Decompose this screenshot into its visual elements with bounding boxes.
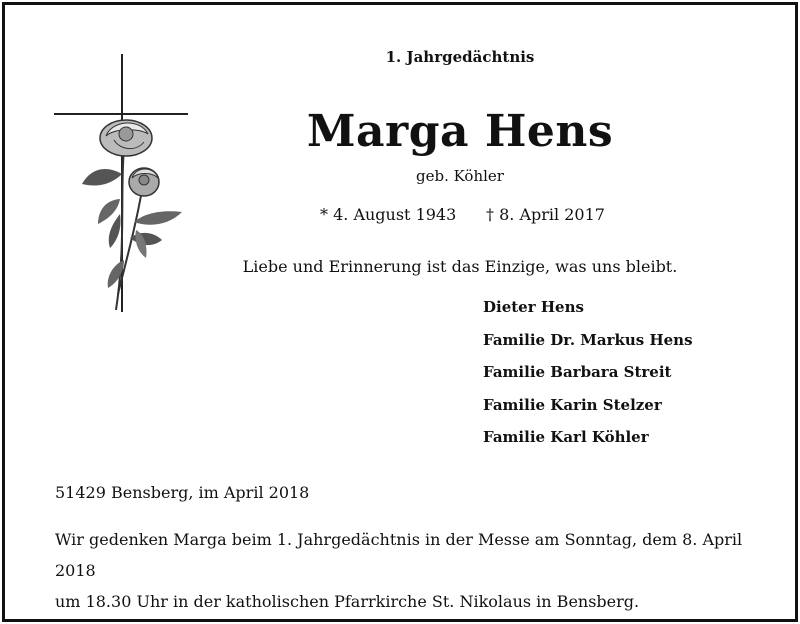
mourners-list [483, 296, 693, 459]
death-date: † 8. April 2017 [486, 205, 605, 224]
birth-date: * 4. August 1943 [320, 205, 457, 224]
mourner-item: Familie Barbara Streit [483, 363, 672, 381]
memorial-quote: Liebe und Erinnerung ist das Einzige, was uns bleibt. [242, 257, 678, 276]
notice-line: Wir gedenken Marga beim 1. Jahrgedächtnis in der Messe am Sonntag, dem 8. April 2018 [55, 530, 743, 580]
deceased-name: Marga Hens [306, 106, 614, 157]
mourner-item: Dieter Hens [483, 298, 584, 316]
anniversary-heading: 1. Jahrgedächtnis [385, 48, 535, 66]
maiden-name: geb. Köhler [416, 167, 504, 185]
mourner-item: Familie Karin Stelzer [483, 395, 662, 414]
mourner-item: Familie Karl Köhler [483, 428, 649, 446]
notice-line: um 18.30 Uhr in der katholischen Pfarrkirche St. Nikolaus in Bensberg. [55, 592, 640, 611]
cross-with-roses-icon [54, 54, 194, 316]
mourner-item: Familie Dr. Markus Hens [483, 330, 693, 349]
place-and-date: 51429 Bensberg, im April 2018 [55, 483, 310, 502]
mass-notice [55, 524, 765, 617]
